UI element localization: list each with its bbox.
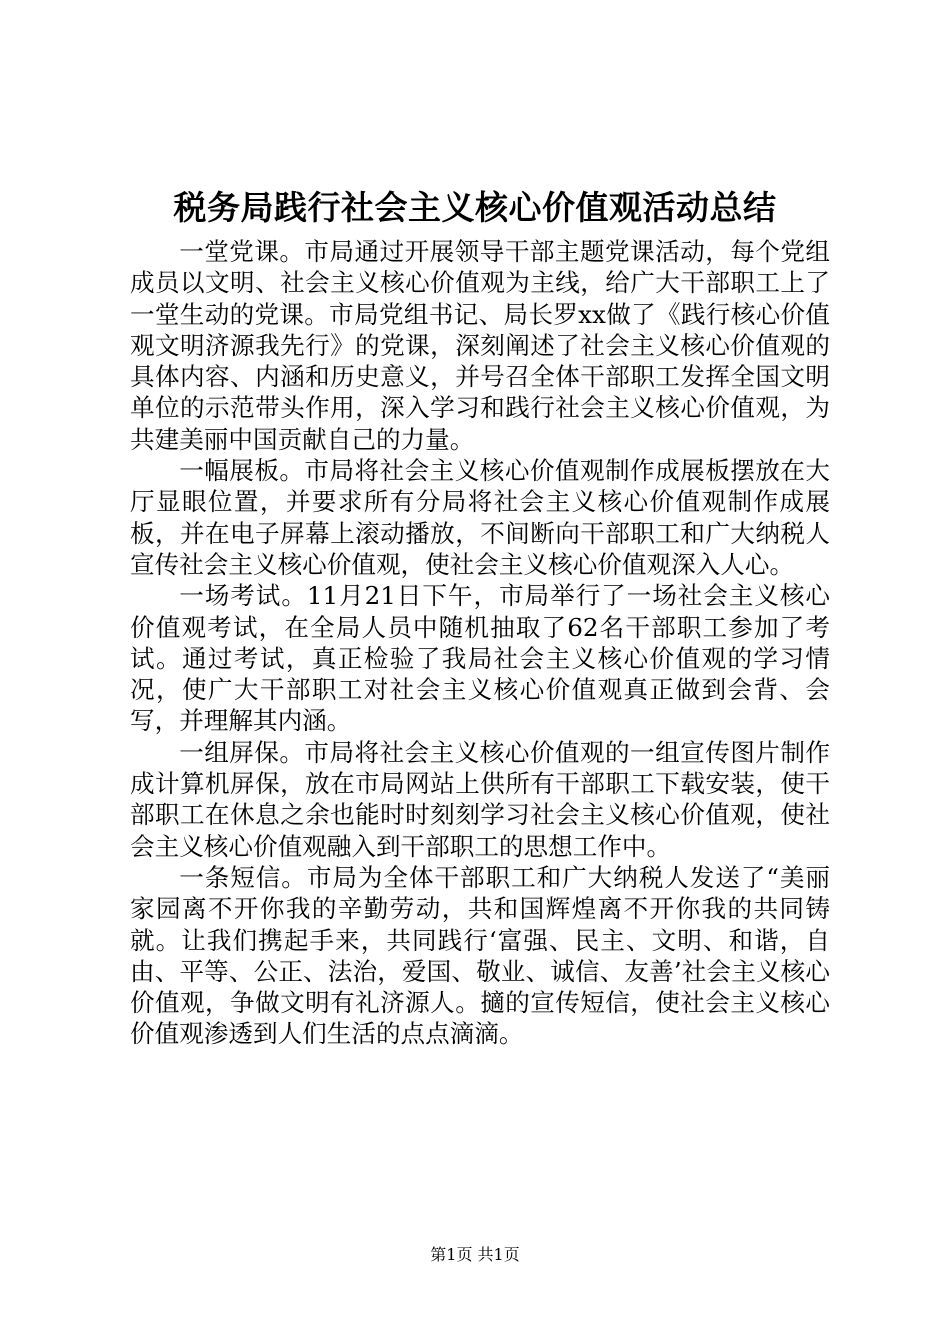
paragraph-sms: 一条短信。市局为全体干部职工和广大纳税人发送了“美丽家园离不开你我的辛勤劳动，共和国辉煌离不开你我的共同铸就。让我们携起手来，共同践行‘富强、民主、文明、和谐，自由、平等、公正、法治，爱国、敬业、诚信、友善’社会主义核心价值观，争做文明有礼济源人。擿的宣传短信，使社会主义核心价值观渗透到人们生活的点点滴滴。 xyxy=(130,862,830,1049)
paragraph-screensaver: 一组屏保。市局将社会主义核心价值观的一组宣传图片制作成计算机屏保，放在市局网站上供所有干部职工下载安装，使干部职工在休息之余也能时时刻刻学习社会主义核心价值观，使社会主义核心价值观融入到干部职工的思想工作中。 xyxy=(130,737,830,861)
paragraph-exam: 一场考试。11月21日下午，市局举行了一场社会主义核心价值观考试，在全局人员中随机抽取了62名干部职工参加了考试。通过考试，真正检验了我局社会主义核心价值观的学习情况，使广大干部职工对社会主义核心价值观真正做到会背、会写，并理解其内涵。 xyxy=(130,581,830,736)
document-title: 税务局践行社会主义核心价值观活动总结 xyxy=(173,188,777,227)
page-number-footer: 第1页 共1页 xyxy=(430,1245,520,1264)
paragraph-display-board: 一幅展板。市局将社会主义核心价值观制作成展板摆放在大厅显眼位置，并要求所有分局将社会主义核心价值观制作成展板，并在电子屏幕上滚动播放，不间断向干部职工和广大纳税人宣传社会主义核心价值观，使社会主义核心价值观深入人心。 xyxy=(130,456,830,579)
paragraph-party-lecture: 一堂党课。市局通过开展领导干部主题党课活动，每个党组成员以文明、社会主义核心价值观为主线，给广大干部职工上了一堂生动的党课。市局党组书记、局长罗xx做了《践行核心价值观文明济源我先行》的党课，深刻阐述了社会主义核心价值观的具体内容、内涵和历史意义，并号召全体干部职工发挥全国文明单位的示范带头作用，深入学习和践行社会主义核心价值观，为共建美丽中国贡献自己的力量。 xyxy=(130,237,830,454)
document-body xyxy=(130,236,830,1050)
